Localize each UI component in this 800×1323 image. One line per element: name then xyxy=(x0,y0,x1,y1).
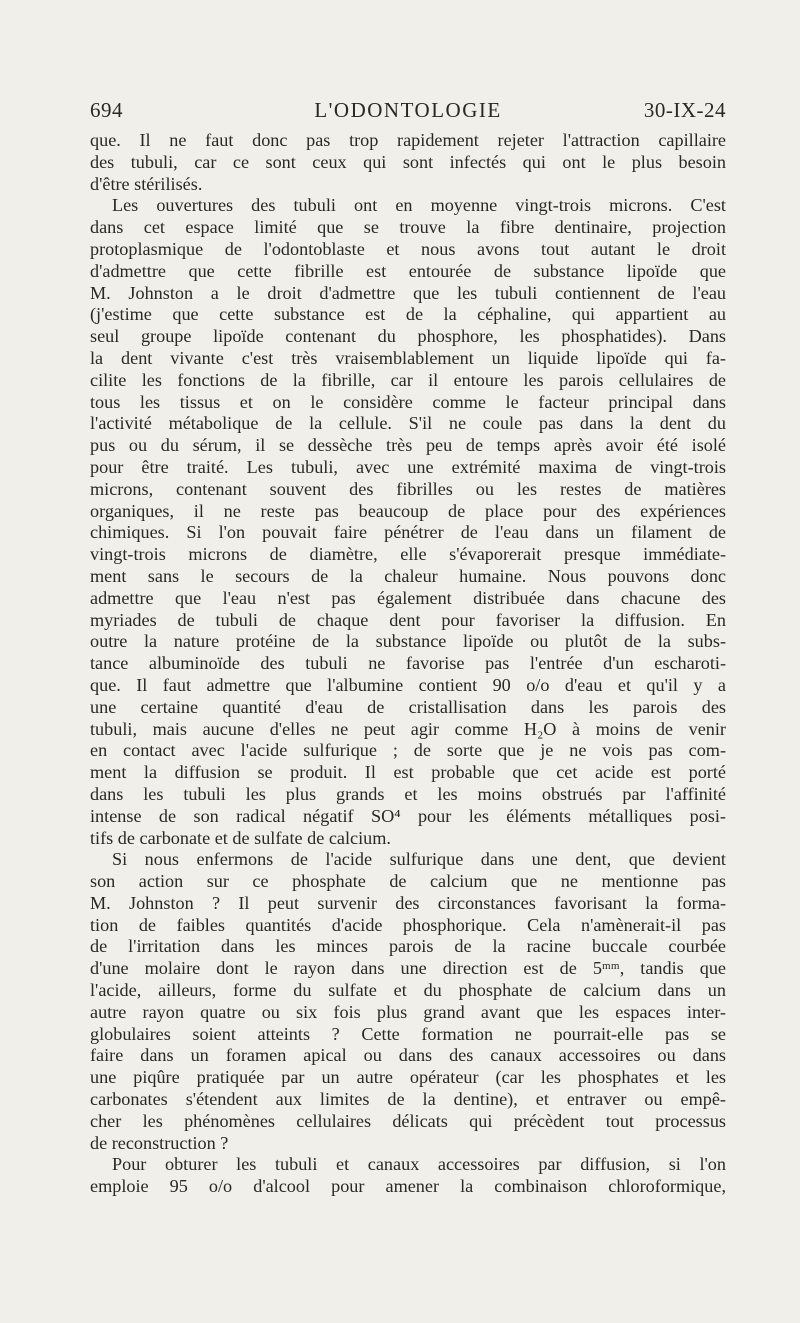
page-number: 694 xyxy=(90,98,123,122)
text-line: tance albuminoïde des tubuli ne favorise pas l'entrée d'un escharoti- xyxy=(90,653,726,674)
text-line: dans cet espace limité que se trouve la fibre dentinaire, projection xyxy=(90,217,726,238)
text-line: Si nous enfermons de l'acide sulfurique dans une dent, que devient xyxy=(112,849,726,870)
text-line: tubuli, mais aucune d'elles ne peut agir comme H₂O à moins de venir xyxy=(90,718,726,739)
text-line: chimiques. Si l'on pouvait faire pénétrer de l'eau dans un filament de xyxy=(90,522,726,543)
text-line: carbonates s'étendent aux limites de la dentine), et entraver ou empê- xyxy=(90,1089,726,1110)
journal-title: L'ODONTOLOGIE xyxy=(314,98,502,122)
text-line: ment sans le secours de la chaleur humaine. Nous pouvons donc xyxy=(90,565,726,586)
text-line: en contact avec l'acide sulfurique ; de sorte que je ne vois pas com- xyxy=(90,740,726,761)
book-page xyxy=(90,96,726,1198)
text-line: d'être stérilisés. xyxy=(90,173,203,194)
text-line: de l'irritation dans les minces parois de la racine buccale courbée xyxy=(90,936,726,957)
text-line: vingt-trois microns de diamètre, elle s'évaporerait presque immédiate- xyxy=(90,544,726,565)
text-line: dans les tubuli les plus grands et les moins obstrués par l'affinité xyxy=(90,783,726,804)
text-line: outre la nature protéine de la substance lipoïde ou plutôt de la subs- xyxy=(90,631,726,652)
text-line: admettre que l'eau n'est pas également distribuée dans chacune des xyxy=(90,587,726,608)
text-line: une certaine quantité d'eau de cristallisation dans les parois des xyxy=(90,696,726,717)
text-line: myriades de tubuli de chaque dent pour favoriser la diffusion. En xyxy=(90,609,726,630)
text-line: intense de son radical négatif SO⁴ pour les éléments métalliques posi- xyxy=(90,805,726,826)
text-line: l'acide, ailleurs, forme du sulfate et du phosphate de calcium dans un xyxy=(90,980,726,1001)
text-line: l'activité métabolique de la cellule. S'il ne coule pas dans la dent du xyxy=(90,413,726,434)
text-line: seul groupe lipoïde contenant du phosphore, les phosphatides). Dans xyxy=(90,326,726,347)
text-line: (j'estime que cette substance est de la céphaline, qui appartient au xyxy=(90,304,726,325)
text-line: M. Johnston ? Il peut survenir des circonstances favorisant la forma- xyxy=(90,892,726,913)
body-text xyxy=(90,130,726,1198)
text-line: tous les tissus et on le considère comme le facteur principal dans xyxy=(90,391,726,412)
text-line: que. Il ne faut donc pas trop rapidement rejeter l'attraction capillaire xyxy=(90,130,726,150)
text-line: que. Il faut admettre que l'albumine contient 90 o/o d'eau et qu'il y a xyxy=(90,674,726,695)
text-line: tion de faibles quantités d'acide phosphorique. Cela n'amènerait-il pas xyxy=(90,914,726,935)
text-line: globulaires soient atteints ? Cette formation ne pourrait-elle pas se xyxy=(90,1023,726,1044)
text-line: son action sur ce phosphate de calcium que ne mentionne pas xyxy=(90,871,726,892)
text-line: la dent vivante c'est très vraisemblablement un liquide lipoïde qui fa- xyxy=(90,347,726,368)
text-line: ment la diffusion se produit. Il est probable que cet acide est porté xyxy=(90,762,726,783)
text-line: pour être traité. Les tubuli, avec une extrémité maxima de vingt-trois xyxy=(90,456,726,477)
text-line: microns, contenant souvent des fibrilles ou les restes de matières xyxy=(90,478,726,499)
text-line: pus ou du sérum, il se dessèche très peu de temps après avoir été isolé xyxy=(90,435,726,456)
text-line: cilite les fonctions de la fibrille, car il entoure les parois cellulaires de xyxy=(90,369,726,390)
issue-date: 30-IX-24 xyxy=(643,98,726,122)
text-line: Les ouvertures des tubuli ont en moyenne vingt-trois microns. C'est xyxy=(112,195,726,216)
text-line: d'admettre que cette fibrille est entourée de substance lipoïde que xyxy=(90,260,726,281)
text-line: emploie 95 o/o d'alcool pour amener la combinaison chloroformique, xyxy=(90,1176,726,1197)
text-line: organiques, il ne reste pas beaucoup de place pour des expériences xyxy=(90,500,726,521)
text-line: une piqûre pratiquée par un autre opérateur (car les phosphates et les xyxy=(90,1067,726,1088)
running-header xyxy=(90,96,726,130)
text-line: Pour obturer les tubuli et canaux accessoires par diffusion, si l'on xyxy=(112,1154,726,1175)
text-line: tifs de carbonate et de sulfate de calcium. xyxy=(90,827,391,848)
text-line: de reconstruction ? xyxy=(90,1132,229,1153)
text-line: protoplasmique de l'odontoblaste et nous avons tout autant le droit xyxy=(90,238,726,259)
text-line: autre rayon quatre ou six fois plus grand avant que les espaces inter- xyxy=(90,1001,726,1022)
text-line: M. Johnston a le droit d'admettre que les tubuli contiennent de l'eau xyxy=(90,282,726,303)
text-line: des tubuli, car ce sont ceux qui sont infectés qui ont le plus besoin xyxy=(90,151,726,172)
text-line: d'une molaire dont le rayon dans une direction est de 5ᵐᵐ, tandis que xyxy=(90,958,726,979)
text-line: cher les phénomènes cellulaires délicats qui précèdent tout processus xyxy=(90,1110,726,1131)
text-line: faire dans un foramen apical ou dans des canaux accessoires ou dans xyxy=(90,1045,726,1066)
